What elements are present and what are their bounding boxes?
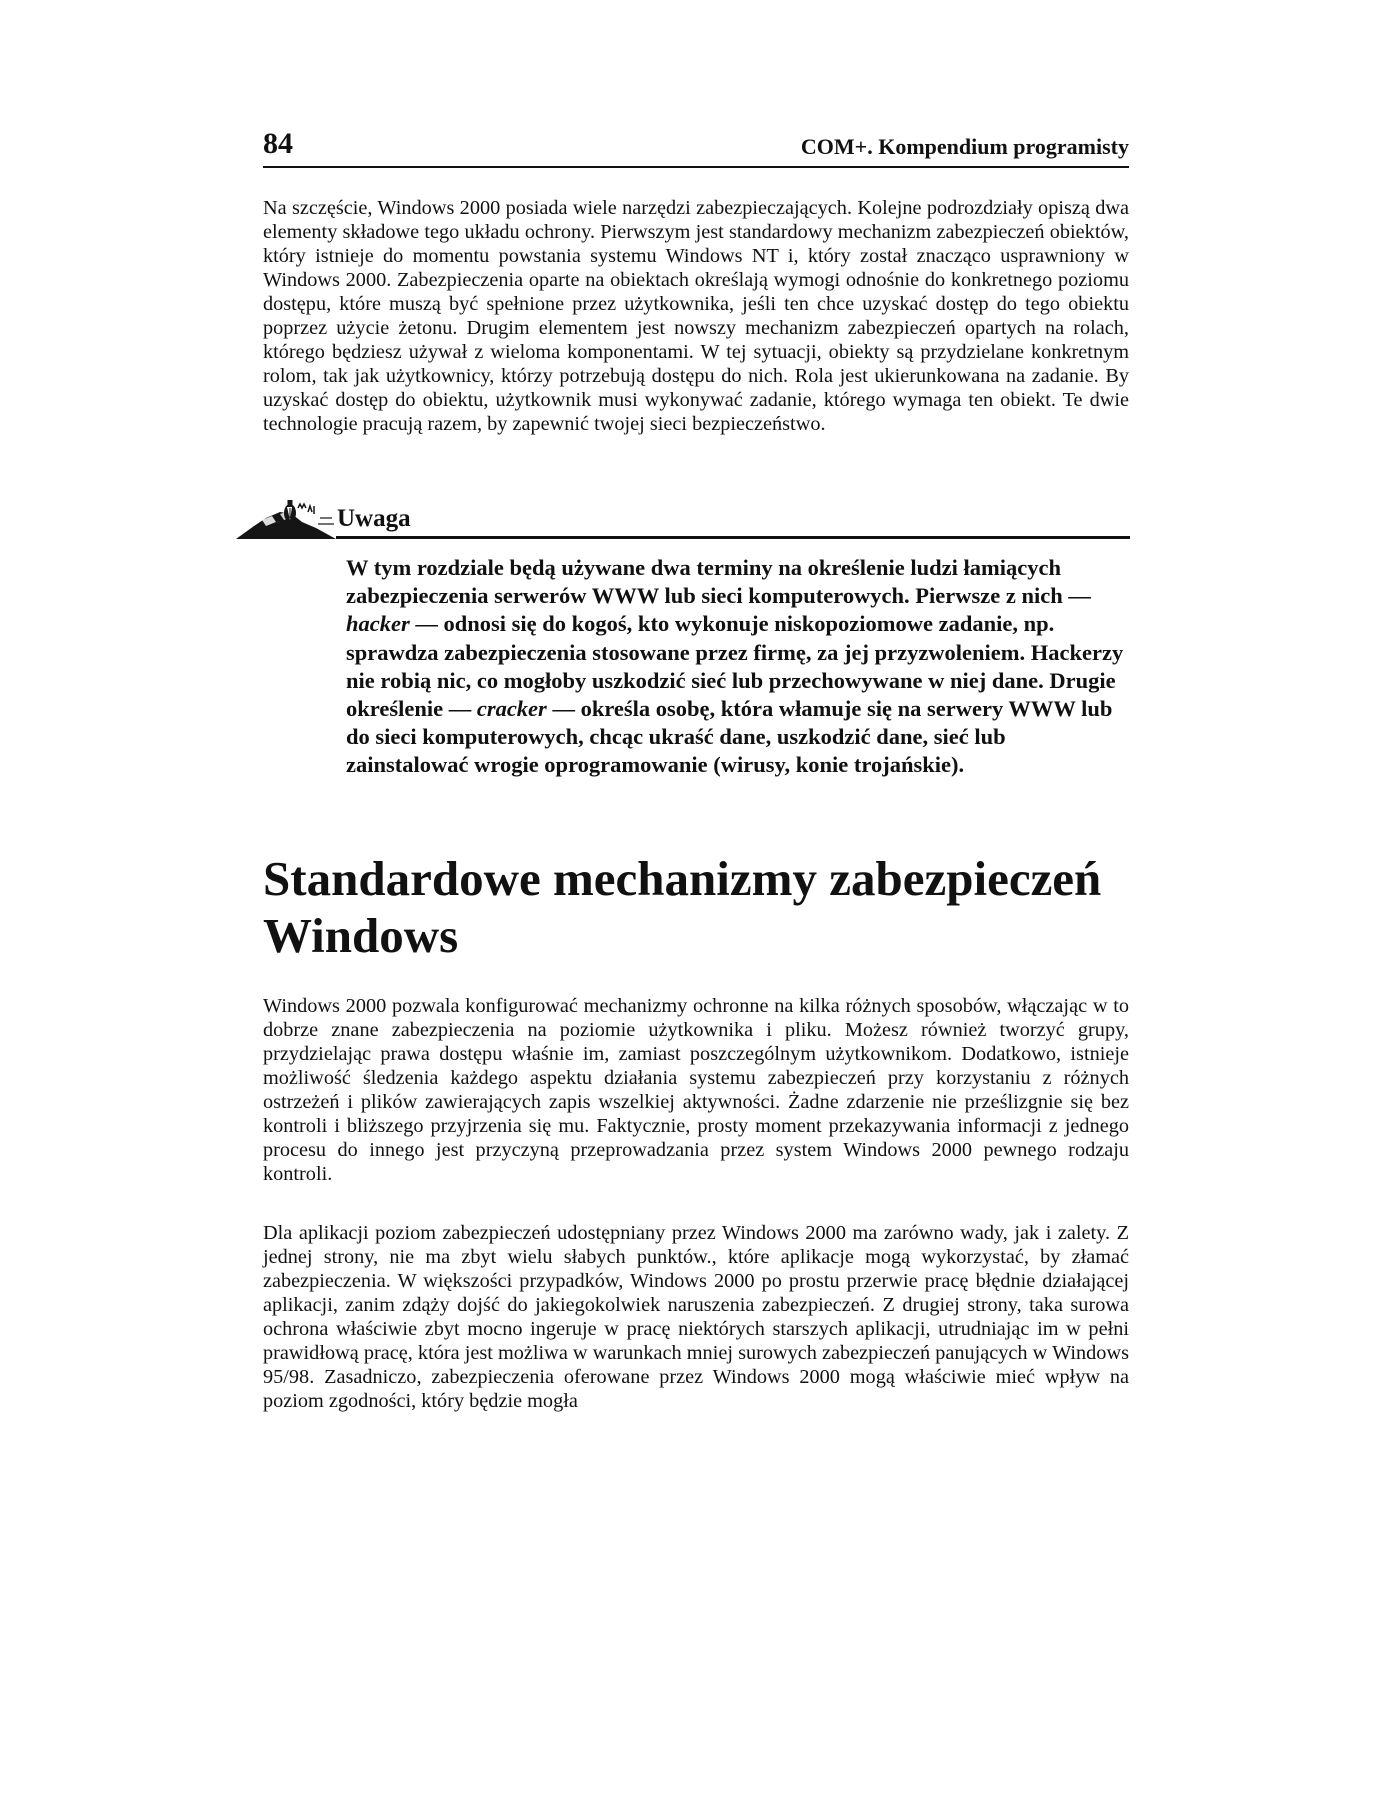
note-label: Uwaga bbox=[337, 505, 411, 532]
note-term-hacker: hacker bbox=[346, 611, 410, 637]
note-term-cracker: cracker bbox=[476, 696, 547, 722]
note-text-part-2: — odnosi się do kogoś, kto wykonuje niskopoziomowe zadanie, np. sprawdza zabezpieczenia stosowane przez firmę, za jej przyzwoleniem. Hackerzy nie robią nic, co mogłoby uszkodzić sieć lub przechowywane w niej dane. Drugie określenie — bbox=[346, 611, 1124, 722]
section-heading: Standardowe mechanizmy zabezpieczeń Windows bbox=[263, 851, 1102, 963]
running-header bbox=[263, 126, 1129, 168]
page-number: 84 bbox=[263, 127, 293, 160]
note-text bbox=[346, 554, 1132, 780]
note-header bbox=[236, 498, 1130, 542]
intro-paragraph: Na szczęście, Windows 2000 posiada wiele narzędzi zabezpieczających. Kolejne podrozdziały opiszą dwa elementy składowe tego układu ochrony. Pierwszym jest standardowy mechanizm zabezpieczeń obiektów, który istnieje do momentu powstania systemu Windows NT i, który został znacząco usprawniony w Windows 2000. Zabezpieczenia oparte na obiektach określają wymogi odnośnie do konkretnego poziomu dostępu, które muszą być spełnione przez użytkownika, jeśli ten chce uzyskać dostęp do tego obiektu poprzez użycie żetonu. Drugim elementem jest nowszy mechanizm zabezpieczeń opartych na rolach, którego będziesz używał z wieloma komponentami. W tej sytuacji, obiekty są przydzielane konkretnym rolom, tak jak użytkownicy, którzy potrzebują dostępu do nich. Rola jest ukierunkowana na zadanie. By uzyskać dostęp do obiektu, użytkownik musi wykonywać zadanie, którego wymaga ten obiekt. Te dwie technologie pracują razem, by zapewnić twojej sieci bezpieczeństwo. bbox=[263, 197, 1129, 435]
section-paragraph-1: Windows 2000 pozwala konfigurować mechanizmy ochronne na kilka różnych sposobów, włączając w to dobrze znane zabezpieczenia na poziomie użytkownika i pliku. Możesz również tworzyć grupy, przydzielając prawa dostępu właśnie im, zamiast poszczególnym użytkownikom. Dodatkowo, istnieje możliwość śledzenia każdego aspektu działania systemu zabezpieczeń przy korzystaniu z różnych ostrzeżeń i plików zawierających zapis wszelkiej aktywności. Żadne zdarzenie nie prześlizgnie się bez kontroli i bliższego przyjrzenia się mu. Faktycznie, prosty moment przekazywania informacji z jednego procesu do innego jest przyczyną przeprowadzania przez system Windows 2000 pewnego rodzaju kontroli. bbox=[263, 995, 1129, 1185]
note-text-part-3: — określa osobę, która włamuje się na serwery WWW lub do sieci komputerowych, chcąc ukraść dane, uszkodzić dane, sieć lub zainstalować wrogie oprogramowanie (wirusy, konie trojańskie). bbox=[346, 696, 1113, 778]
note-text-part-1: W tym rozdziale będą używane dwa terminy na określenie ludzi łamiących zabezpieczenia serwerów WWW lub sieci komputerowych. Pierwsze z nich — bbox=[346, 555, 1091, 609]
section-paragraph-2: Dla aplikacji poziom zabezpieczeń udostępniany przez Windows 2000 ma zarówno wady, jak i zalety. Z jednej strony, nie ma zbyt wielu słabych punktów., które aplikacje mogą wykorzystać, by złamać zabezpieczenia. W większości przypadków, Windows 2000 po prostu przerwie pracę błędnie działającej aplikacji, zanim zdąży dojść do jakiegokolwiek naruszenia zabezpieczeń. Z drugiej strony, taka surowa ochrona właściwie zbyt mocno ingeruje w pracę niektórych starszych aplikacji, utrudniając im w pełni prawidłową pracę, która jest możliwa w warunkach mniej surowych zabezpieczeń panujących w Windows 95/98. Zasadniczo, zabezpieczenia oferowane przez Windows 2000 mogą właściwie mieć wpływ na poziom zgodności, który będzie mogła bbox=[263, 1222, 1129, 1412]
mountain-pen-icon bbox=[236, 498, 336, 542]
note-divider bbox=[336, 536, 1130, 539]
book-title: COM+. Kompendium programisty bbox=[800, 134, 1129, 159]
